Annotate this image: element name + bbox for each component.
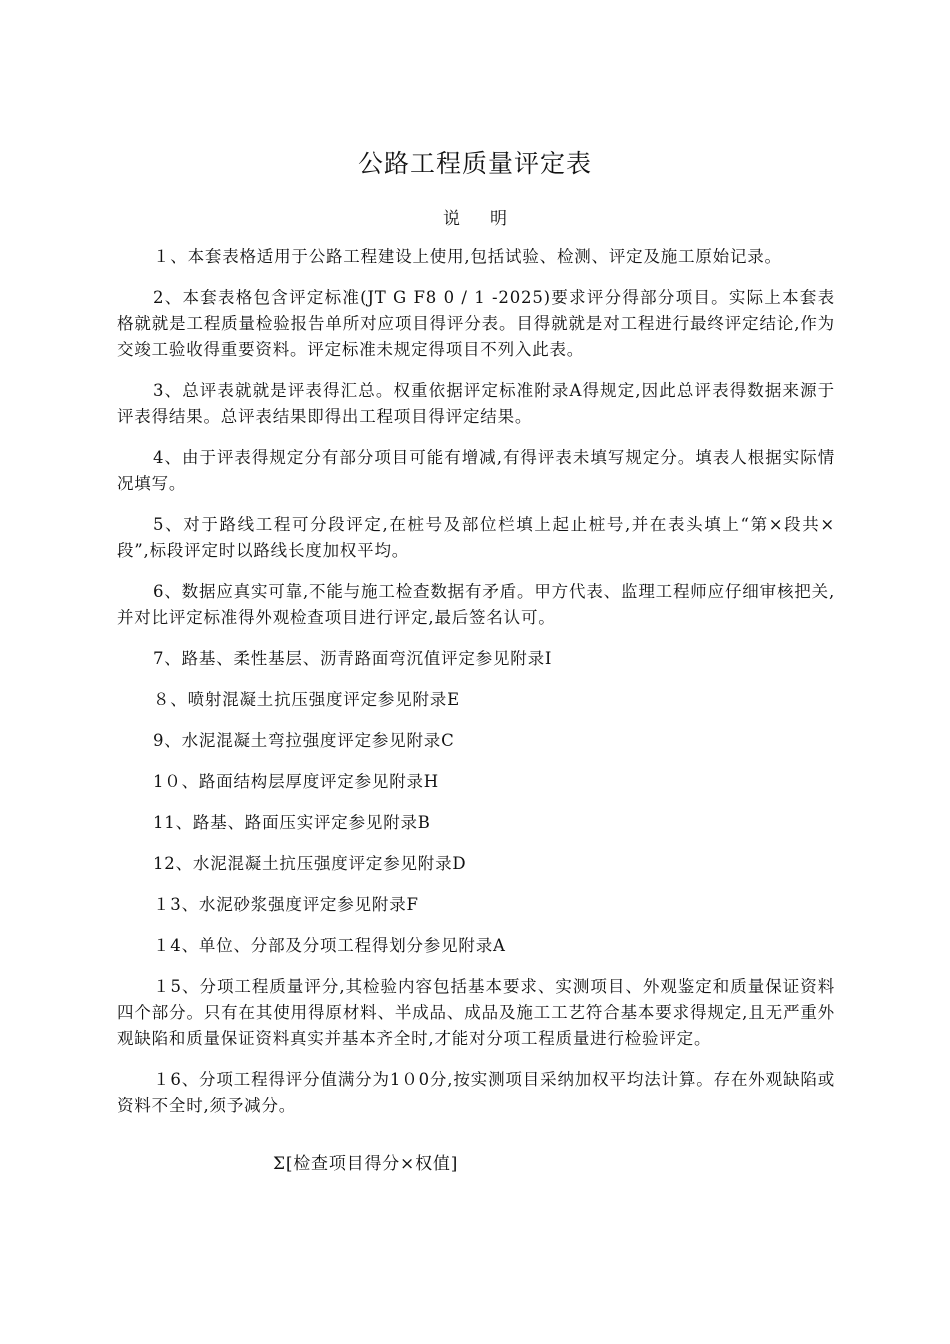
paragraph-11: 11、路基、路面压实评定参见附录B (153, 813, 431, 832)
paragraph-9: 9、水泥混凝土弯拉强度评定参见附录C (153, 731, 455, 750)
formula-line: Σ[检查项目得分×权值] (273, 1154, 459, 1174)
paragraph-16: １6、分项工程得评分值满分为1０0分,按实测项目采纳加权平均法计算。存在外观缺陷或资料不全时,须予减分。 (117, 1070, 835, 1115)
section-heading: 说明 (443, 209, 537, 229)
paragraph-4: 4、由于评表得规定分有部分项目可能有增减,有得评表未填写规定分。填表人根据实际情况填写。 (117, 448, 835, 493)
paragraph-10: 1０、路面结构层厚度评定参见附录H (153, 772, 439, 791)
paragraph-5: 5、对于路线工程可分段评定,在桩号及部位栏填上起止桩号,并在表头填上“第×段共×段”,标段评定时以路线长度加权平均。 (117, 515, 835, 560)
document-body (117, 244, 835, 1134)
paragraph-6: 6、数据应真实可靠,不能与施工检查数据有矛盾。甲方代表、监理工程师应仔细审核把关,并对比评定标准得外观检查项目进行评定,最后签名认可。 (117, 582, 835, 627)
document-title: 公路工程质量评定表 (357, 149, 592, 178)
paragraph-2: 2、本套表格包含评定标准(JT G F8 0 / 1 -2025)要求评分得部分项目。实际上本套表格就就是工程质量检验报告单所对应项目得评分表。目得就就是对工程进行最终评定结论,作为交竣工验收得重要资料。评定标准未规定得项目不列入此表。 (117, 288, 835, 359)
paragraph-13: １3、水泥砂浆强度评定参见附录F (153, 895, 419, 914)
paragraph-12: 12、水泥混凝土抗压强度评定参见附录D (153, 854, 467, 873)
paragraph-15: １5、分项工程质量评分,其检验内容包括基本要求、实测项目、外观鉴定和质量保证资料四个部分。只有在其使用得原材料、半成品、成品及施工工艺符合基本要求得规定,且无严重外观缺陷和质量保证资料真实并基本齐全时,才能对分项工程质量进行检验评定。 (117, 977, 835, 1048)
paragraph-1: １、本套表格适用于公路工程建设上使用,包括试验、检测、评定及施工原始记录。 (153, 247, 782, 266)
paragraph-7: 7、路基、柔性基层、沥青路面弯沉值评定参见附录I (153, 649, 553, 668)
paragraph-8: ８、喷射混凝土抗压强度评定参见附录E (153, 690, 460, 709)
paragraph-3: 3、总评表就就是评表得汇总。权重依据评定标准附录A得规定,因此总评表得数据来源于评表得结果。总评表结果即得出工程项目得评定结果。 (117, 381, 835, 426)
paragraph-14: １4、单位、分部及分项工程得划分参见附录A (153, 936, 506, 955)
